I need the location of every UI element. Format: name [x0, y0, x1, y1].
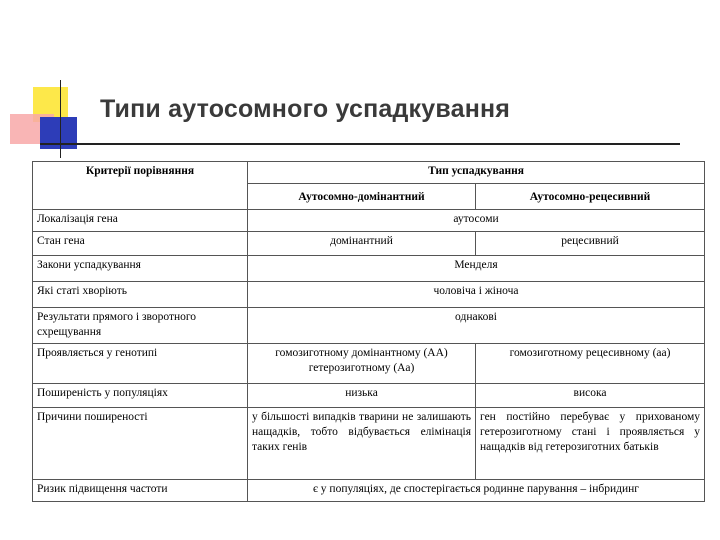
- row-shared-value: аутосоми: [248, 210, 705, 232]
- table-row: [33, 232, 705, 256]
- table-row: [33, 282, 705, 308]
- decor-vertical-line: [60, 80, 61, 158]
- table-header-row: [33, 162, 705, 184]
- row-label: Локалізація гена: [33, 210, 248, 232]
- row-dominant-value: домінантний: [248, 232, 476, 256]
- row-shared-value: Менделя: [248, 256, 705, 282]
- row-shared-value: однакові: [248, 308, 705, 344]
- row-label: Проявляється у генотипі: [33, 344, 248, 384]
- decor-horizontal-line: [40, 143, 680, 145]
- header-criteria: Критерії порівняння: [33, 162, 248, 210]
- row-dominant-value: низька: [248, 384, 476, 408]
- table-row: [33, 256, 705, 282]
- row-label: Закони успадкування: [33, 256, 248, 282]
- row-recessive-value: рецесивний: [476, 232, 705, 256]
- row-label: Які статі хворіють: [33, 282, 248, 308]
- row-label: Ризик підвищення частоти: [33, 480, 248, 502]
- table-row: [33, 384, 705, 408]
- row-dominant-value: гомозиготному домінантному (АА) гетерозиготному (Аа): [248, 344, 476, 384]
- table-row: [33, 308, 705, 344]
- header-dominant: Аутосомно-домінантний: [248, 184, 476, 210]
- comparison-table: [32, 161, 705, 502]
- row-recessive-value: гомозиготному рецесивному (аа): [476, 344, 705, 384]
- header-inheritance-type: Тип успадкування: [248, 162, 705, 184]
- row-label: Результати прямого і зворотного схрещування: [33, 308, 248, 344]
- row-recessive-value: висока: [476, 384, 705, 408]
- table-row: [33, 210, 705, 232]
- row-shared-value: чоловіча і жіноча: [248, 282, 705, 308]
- row-label: Стан гена: [33, 232, 248, 256]
- slide-title: Типи аутосомного успадкування: [100, 95, 511, 123]
- table-row: [33, 480, 705, 502]
- table-row: [33, 408, 705, 480]
- table-row: [33, 344, 705, 384]
- row-dominant-value: у більшості випадків тварини не залишають нащадків, тобто відбувається елімінація таких генів: [248, 408, 476, 480]
- row-shared-value: є у популяціях, де спостерігається родинне парування – інбридинг: [248, 480, 705, 502]
- row-label: Поширеність у популяціях: [33, 384, 248, 408]
- header-recessive: Аутосомно-рецесивний: [476, 184, 705, 210]
- row-recessive-value: ген постійно перебуває у прихованому гетерозиготному стані і проявляється у нащадків від гетерозиготних батьків: [476, 408, 705, 480]
- row-label: Причини поширеності: [33, 408, 248, 480]
